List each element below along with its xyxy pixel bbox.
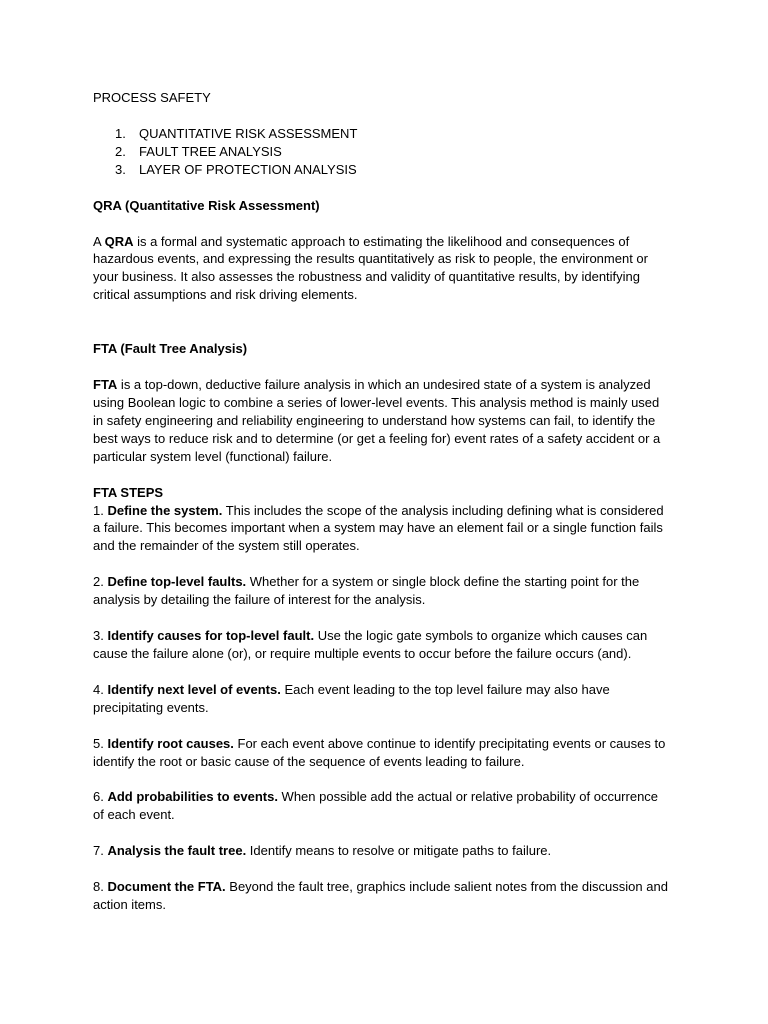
topic-list-item: 2. FAULT TREE ANALYSIS [115,143,282,159]
fta-step: 4. Identify next level of events. Each event leading to the top level failure may also have precipitating events. [93,681,610,715]
qra-heading: QRA (Quantitative Risk Assessment) [93,197,320,213]
fta-step: 2. Define top-level faults. Whether for a system or single block define the starting point for the analysis by detailing the failure of interest for the analysis. [93,574,640,608]
document-title: PROCESS SAFETY [93,90,211,105]
fta-step: 3. Identify causes for top-level fault. Use the logic gate symbols to organize which causes can cause the failure alone (or), or require multiple events to occur before the failure occurs (and). [93,628,648,661]
fta-step: 7. Analysis the fault tree. Identify means to resolve or mitigate paths to failure. [93,843,552,859]
qra-paragraph: A QRA is a formal and systematic approach to estimating the likelihood and consequences of hazardous events, and expressing the results quantitatively as risk to people, the environment or your business. It also assesses the robustness and validity of quantitative results, by identifying critical assumptions and risk driving elements. [93,233,648,303]
fta-paragraph: FTA is a top-down, deductive failure analysis in which an undesired state of a system is analyzed using Boolean logic to combine a series of lower-level events. This analysis method is mainly used in safety engineering and reliability engineering to understand how systems can fail, to identify the best ways to reduce risk and to determine (or get a feeling for) event rates of a safety accident or a particular system level (functional) failure. [93,377,661,464]
topic-list-item: 1. QUANTITATIVE RISK ASSESSMENT [115,125,358,141]
fta-step: 1. Define the system. This includes the scope of the analysis including defining what is considered a failure. This becomes important when a system may have an element fail or a single function fails and the remainder of the system still operates. [93,502,664,554]
fta-step: 6. Add probabilities to events. When possible add the actual or relative probability of occurrence of each event. [93,789,659,823]
fta-steps-heading: FTA STEPS [93,484,164,500]
fta-step: 5. Identify root causes. For each event above continue to identify precipitating events or causes to identify the root or basic cause of the sequence of events leading to failure. [93,735,666,769]
topic-list-item: 3. LAYER OF PROTECTION ANALYSIS [115,161,357,177]
topic-list [93,125,668,179]
fta-heading: FTA (Fault Tree Analysis) [93,341,248,357]
fta-step: 8. Document the FTA. Beyond the fault tree, graphics include salient notes from the discussion and action items. [93,879,668,913]
